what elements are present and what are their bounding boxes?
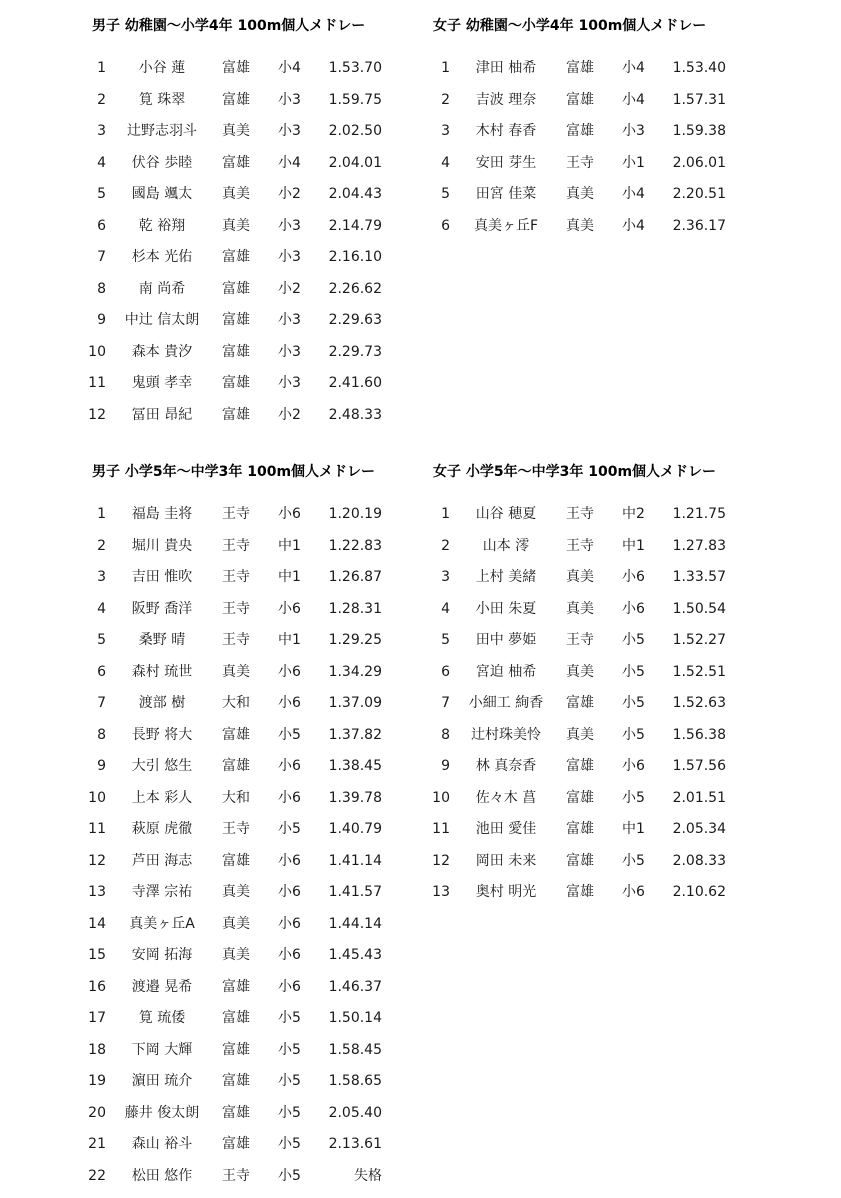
time: 1.50.54 [672,600,726,617]
team: 富雄 [222,60,250,76]
time: 1.58.65 [328,1073,382,1089]
time: 1.21.75 [672,506,726,522]
time: 1.50.14 [328,1010,382,1026]
swimmer-name: 冨田 昂紀 [131,406,193,423]
grade: 小6 [622,884,645,900]
grade: 小6 [278,978,301,995]
swimmer-name: 藤井 俊太朗 [124,1104,200,1121]
rank: 19 [88,1073,106,1089]
rank: 12 [88,852,106,869]
grade: 小2 [278,406,301,423]
rank: 20 [88,1104,106,1121]
grade: 中1 [278,537,301,554]
rank: 1 [441,60,450,76]
swimmer-name: 芦田 海志 [131,852,193,869]
grade: 小5 [622,695,645,711]
time: 1.39.78 [328,789,382,806]
swimmer-name: 乾 裕翔 [138,217,186,234]
grade: 小5 [622,632,645,648]
time: 1.37.09 [328,695,382,711]
team: 富雄 [566,884,594,900]
swimmer-name: 真美ヶ丘A [129,915,195,932]
rank: 3 [97,569,106,585]
rank: 8 [97,280,106,297]
time: 2.29.73 [328,343,382,360]
swimmer-name: 上村 美緒 [475,569,537,585]
grade: 小4 [622,217,645,234]
team: 真美 [566,726,594,743]
team: 王寺 [566,154,594,171]
rank: 10 [88,789,106,806]
team: 富雄 [566,852,594,869]
grade: 小6 [278,506,301,522]
time: 1.57.31 [672,91,726,108]
swimmer-name: 山本 澪 [482,537,530,554]
time: 1.53.40 [672,60,726,76]
rank: 9 [97,312,106,328]
grade: 中1 [622,821,645,837]
time: 1.45.43 [328,947,382,963]
section-title: 女子 小学5年～中学3年 100m個人メドレー [433,464,717,480]
time: 2.41.60 [328,375,382,391]
time: 2.14.79 [328,217,382,234]
team: 真美 [566,217,594,234]
swimmer-name: 小田 朱夏 [475,600,537,617]
time: 1.38.45 [328,758,382,774]
rank: 8 [441,726,450,743]
grade: 小6 [278,663,301,680]
swimmer-name: 松田 悠作 [131,1167,193,1184]
team: 王寺 [222,632,250,648]
grade: 小6 [622,600,645,617]
time: 2.48.33 [328,406,382,423]
time: 2.36.17 [672,217,726,234]
time: 2.08.33 [672,852,726,869]
grade: 小3 [278,375,301,391]
team: 王寺 [222,537,250,554]
swimmer-name: 寺澤 宗祐 [131,884,193,900]
rank: 2 [97,537,106,554]
section-title: 男子 幼稚園～小学4年 100m個人メドレー [92,18,366,34]
rank: 6 [97,217,106,234]
grade: 小3 [622,123,645,139]
rank: 6 [97,663,106,680]
swimmer-name: 小谷 蓮 [138,60,186,76]
swimmer-name: 阪野 喬洋 [131,600,193,617]
rank: 11 [88,821,106,837]
team: 富雄 [566,123,594,139]
time: 1.52.27 [672,632,726,648]
swimmer-name: 奥村 明光 [475,884,537,900]
time: 1.22.83 [328,537,382,554]
swimmer-name: 田中 夢姫 [475,632,537,648]
grade: 小5 [622,789,645,806]
rank: 12 [432,852,450,869]
grade: 小6 [278,789,301,806]
grade: 小6 [278,915,301,932]
swimmer-name: 國島 颯太 [131,186,193,202]
grade: 小5 [278,1041,301,1058]
time: 2.06.01 [672,154,726,171]
swimmer-name: 吉波 理奈 [475,91,537,108]
rank: 13 [432,884,450,900]
rank: 6 [441,663,450,680]
swimmer-name: 宮迫 柚希 [475,663,537,680]
time: 2.10.62 [672,884,726,900]
time: 2.04.43 [328,186,382,202]
team: 真美 [566,663,594,680]
grade: 小4 [622,91,645,108]
rank: 2 [97,91,106,108]
swimmer-name: 濵田 琉介 [131,1073,193,1089]
swimmer-name: 筧 琉倭 [138,1010,186,1026]
team: 富雄 [566,821,594,837]
grade: 小1 [622,154,645,171]
team: 富雄 [222,406,250,423]
team: 富雄 [222,375,250,391]
rank: 1 [441,506,450,522]
swimmer-name: 安岡 拓海 [131,947,193,963]
time: 2.05.34 [672,821,726,837]
rank: 10 [432,789,450,806]
time: 2.29.63 [328,312,382,328]
team: 富雄 [222,1136,250,1152]
team: 真美 [566,600,594,617]
time: 1.41.57 [328,884,382,900]
team: 王寺 [222,506,250,522]
team: 富雄 [566,758,594,774]
rank: 10 [88,343,106,360]
grade: 小2 [278,186,301,202]
grade: 小6 [278,852,301,869]
team: 王寺 [222,569,250,585]
grade: 小5 [278,726,301,743]
rank: 4 [97,154,106,171]
time: 1.57.56 [672,758,726,774]
grade: 小5 [278,1010,301,1026]
time: 1.29.25 [328,632,382,648]
team: 真美 [222,884,250,900]
rank: 4 [97,600,106,617]
rank: 3 [441,569,450,585]
team: 王寺 [566,506,594,522]
swimmer-name: 森本 貴汐 [131,343,193,360]
swimmer-name: 田宮 佳菜 [475,186,537,202]
time: 1.37.82 [328,726,382,743]
rank: 21 [88,1136,106,1152]
team: 真美 [566,569,594,585]
swimmer-name: 岡田 未来 [475,852,537,869]
grade: 小4 [278,60,301,76]
grade: 小3 [278,217,301,234]
rank: 5 [97,186,106,202]
swimmer-name: 桑野 晴 [138,632,186,648]
team: 真美 [222,123,250,139]
rank: 5 [441,632,450,648]
team: 富雄 [222,154,250,171]
time: 2.13.61 [328,1136,382,1152]
grade: 小4 [278,154,301,171]
team: 王寺 [222,1167,250,1184]
time: 1.53.70 [328,60,382,76]
grade: 小5 [278,1136,301,1152]
rank: 7 [441,695,450,711]
swimmer-name: 杉本 光佑 [131,249,193,265]
swimmer-name: 大引 悠生 [131,758,193,774]
time: 1.58.45 [328,1041,382,1058]
grade: 小6 [622,569,645,585]
time: 1.20.19 [328,506,382,522]
swimmer-name: 小細工 絢香 [468,695,544,711]
time: 1.41.14 [328,852,382,869]
rank: 15 [88,947,106,963]
grade: 小2 [278,280,301,297]
grade: 中1 [278,632,301,648]
team: 真美 [222,663,250,680]
section-title: 男子 小学5年～中学3年 100m個人メドレー [92,464,376,480]
team: 大和 [222,789,250,806]
team: 富雄 [222,978,250,995]
team: 富雄 [222,1010,250,1026]
grade: 小5 [278,1167,301,1184]
rank: 1 [97,60,106,76]
swimmer-name: 池田 愛佳 [475,821,537,837]
time: 1.40.79 [328,821,382,837]
team: 王寺 [566,632,594,648]
grade: 小3 [278,343,301,360]
swimmer-name: 林 真奈香 [475,758,537,774]
team: 富雄 [222,249,250,265]
time: 2.01.51 [672,789,726,806]
swimmer-name: 佐々木 菖 [475,789,537,806]
rank: 4 [441,600,450,617]
swimmer-name: 森山 裕斗 [131,1136,193,1152]
team: 富雄 [222,280,250,297]
swimmer-name: 中辻 信太朗 [124,312,200,328]
swimmer-name: 萩原 虎徹 [131,821,193,837]
rank: 1 [97,506,106,522]
team: 真美 [566,186,594,202]
time: 2.20.51 [672,186,726,202]
team: 富雄 [222,91,250,108]
team: 富雄 [222,758,250,774]
rank: 13 [88,884,106,900]
grade: 小5 [622,726,645,743]
swimmer-name: 木村 春香 [475,123,537,139]
team: 富雄 [222,852,250,869]
swimmer-name: 下岡 大輝 [131,1041,193,1058]
rank: 9 [97,758,106,774]
grade: 小3 [278,312,301,328]
swimmer-name: 安田 芽生 [475,154,537,171]
team: 富雄 [222,726,250,743]
rank: 18 [88,1041,106,1058]
time: 1.59.38 [672,123,726,139]
time: 2.16.10 [328,249,382,265]
rank: 7 [97,249,106,265]
grade: 小6 [622,758,645,774]
rank: 6 [441,217,450,234]
time: 1.28.31 [328,600,382,617]
swimmer-name: 津田 柚希 [475,60,537,76]
rank: 3 [441,123,450,139]
time: 1.27.83 [672,537,726,554]
swimmer-name: 渡邉 晃希 [131,978,193,995]
rank: 11 [432,821,450,837]
team: 富雄 [566,789,594,806]
grade: 中1 [278,569,301,585]
rank: 4 [441,154,450,171]
time: 2.02.50 [328,123,382,139]
grade: 小4 [622,60,645,76]
grade: 小3 [278,91,301,108]
swimmer-name: 辻野志羽斗 [127,123,197,139]
rank: 5 [97,632,106,648]
rank: 17 [88,1010,106,1026]
rank: 14 [88,915,106,932]
swimmer-name: 真美ヶ丘F [473,217,539,234]
grade: 小6 [278,947,301,963]
swimmer-name: 辻村珠美怜 [471,726,541,743]
team: 王寺 [566,537,594,554]
swimmer-name: 筧 珠翠 [138,91,186,108]
time: 1.26.87 [328,569,382,585]
rank: 11 [88,375,106,391]
time: 1.52.51 [672,663,726,680]
rank: 9 [441,758,450,774]
grade: 小5 [278,1073,301,1089]
time: 1.59.75 [328,91,382,108]
team: 大和 [222,695,250,711]
swimmer-name: 南 尚希 [138,280,186,297]
swimmer-name: 山谷 穂夏 [475,506,537,522]
team: 真美 [222,217,250,234]
team: 真美 [222,947,250,963]
time: 1.44.14 [328,915,382,932]
time: 1.46.37 [328,978,382,995]
swimmer-name: 渡部 樹 [138,695,186,711]
team: 真美 [222,915,250,932]
grade: 小5 [622,852,645,869]
rank: 22 [88,1167,106,1184]
team: 富雄 [222,1041,250,1058]
team: 王寺 [222,821,250,837]
grade: 中2 [622,506,645,522]
swimmer-name: 福島 圭将 [131,506,193,522]
time: 2.04.01 [328,154,382,171]
time: 2.26.62 [328,280,382,297]
swimmer-name: 堀川 貴央 [131,537,193,554]
grade: 小3 [278,249,301,265]
rank: 7 [97,695,106,711]
team: 富雄 [222,343,250,360]
grade: 小6 [278,758,301,774]
rank: 8 [97,726,106,743]
time: 1.33.57 [672,569,726,585]
team: 富雄 [566,91,594,108]
rank: 5 [441,186,450,202]
grade: 小6 [278,695,301,711]
swimmer-name: 上本 彩人 [131,789,193,806]
grade: 小6 [278,884,301,900]
swimmer-name: 鬼頭 孝幸 [131,375,193,391]
time: 1.52.63 [672,695,726,711]
time: 1.56.38 [672,726,726,743]
swimmer-name: 森村 琉世 [131,663,193,680]
grade: 小4 [622,186,645,202]
grade: 中1 [622,537,645,554]
time: 失格 [354,1167,382,1184]
grade: 小6 [278,600,301,617]
team: 富雄 [222,1104,250,1121]
team: 王寺 [222,600,250,617]
rank: 2 [441,537,450,554]
team: 富雄 [566,60,594,76]
rank: 12 [88,406,106,423]
grade: 小5 [622,663,645,680]
swimmer-name: 吉田 惟吹 [131,569,193,585]
swimmer-name: 長野 将大 [131,726,193,743]
team: 富雄 [222,312,250,328]
team: 真美 [222,186,250,202]
swimmer-name: 伏谷 歩睦 [131,154,193,171]
grade: 小3 [278,123,301,139]
team: 富雄 [222,1073,250,1089]
rank: 2 [441,91,450,108]
grade: 小5 [278,1104,301,1121]
rank: 16 [88,978,106,995]
grade: 小5 [278,821,301,837]
time: 1.34.29 [328,663,382,680]
section-title: 女子 幼稚園～小学4年 100m個人メドレー [433,18,707,34]
rank: 3 [97,123,106,139]
time: 2.05.40 [328,1104,382,1121]
team: 富雄 [566,695,594,711]
